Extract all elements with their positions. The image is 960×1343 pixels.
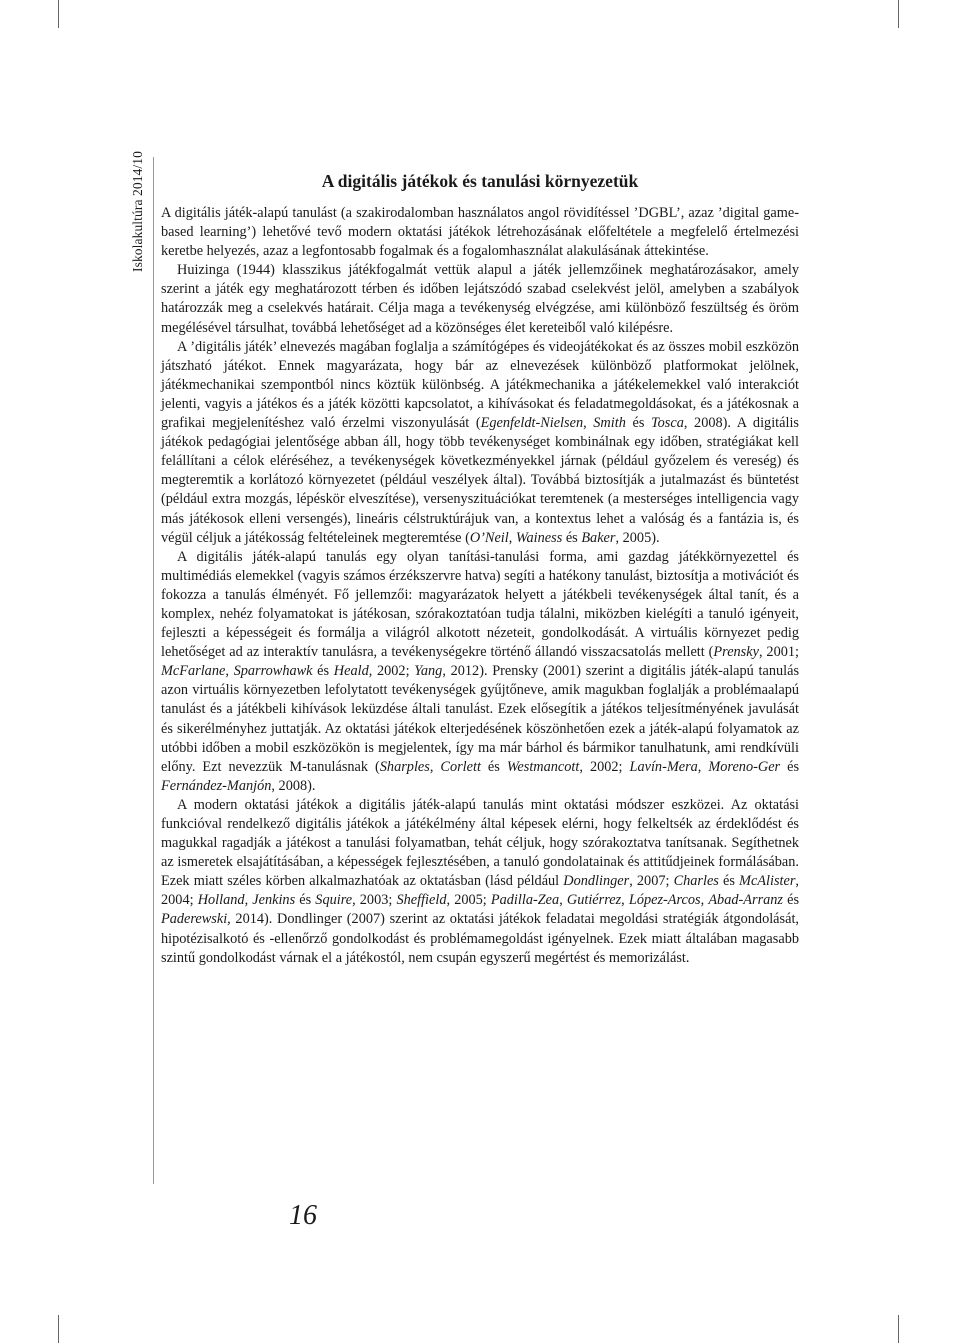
citation-name: Yang: [414, 663, 443, 680]
citation-name: Dondlinger: [563, 873, 630, 890]
citation-name: O’Neil: [469, 529, 509, 546]
citation-name: Corlett: [440, 758, 481, 775]
citation-name: Westmancott: [506, 758, 580, 775]
running-head-text: Iskolakultúra 2014/10: [130, 151, 145, 272]
crop-mark-bottom-right: [898, 1315, 899, 1343]
citation-name: McAlister: [739, 873, 796, 890]
citation-name: Heald: [333, 663, 369, 680]
crop-mark-bottom-left: [58, 1315, 59, 1343]
paragraph-4: A digitális játék-alapú tanulás egy olyan tanítási-tanulási forma, ami gazdag játékkörnyezettel és multimédiás elemekkel (vagyis számos érzékszervre hatva) segíti a hatékony tanulást, biztosítja a motivációt és fokozza a tanulás élményét. Fő jellemzői: magyarázatok helyett a játékbeli tevékenységek által tanít, és a komplex, nehéz folyamatokat is játékosan, szórakoztatóan tudja tálalni, miközben kielégíti a tanuló igényeit, fejleszti a képességeit és formálja a világról alkotott nézeteit, gondolkodását. A virtuális környezet pedig lehetőséget ad az interaktív tanulásra, a tevékenységekre történő állandó visszacsatolás mellett (Prensky, 2001; McFarlane, Sparrowhawk és Heald, 2002; Yang, 2012). Prensky (2001) szerint a digitális játék-alapú tanulás azon virtuális környezetben lefolytatott tevékenységek gyűjtőneve, amik magukban foglalják a problémaalapú tanulást és a játékbeli kihívások leküzdése általi tanulást. Ezek elősegítik a játékos teljesítményének javulását és sikerélményhez juttatják. Az oktatási játékok elterjedésének köszönhetően ezek a játék-alapú folyamatok az utóbbi időben a mobil eszközökön is megjelentek, így ma már bárhol és bármikor tanulhatunk, ami rendkívüli előny. Ezt nevezzük M-tanulásnak (Sharples, Corlett és Westmancott, 2002; Lavín-Mera, Moreno-Ger és Fernández-Manjón, 2008).: [161, 548, 800, 794]
citation-name: Abad-Arranz: [708, 892, 783, 909]
citation-name: Charles: [673, 873, 719, 890]
citation-name: Jenkins: [252, 892, 296, 909]
crop-mark-top-right: [898, 0, 899, 28]
paragraph-5: A modern oktatási játékok a digitális játék-alapú tanulás mint oktatási módszer eszközei. Az oktatási funkcióval rendelkező digitális játékok a játékélmény által képesek elérni, hogy felkeltsék az érdeklődést és magukkal ragadják a játékost a tanulási folyamatban, tehát céljuk, hogy szórakoztatva tanítsanak. Segíthetnek az ismeretek elsajátításában, a képességek fejlesztésében, a tanuló gondolatainak és attitűdjeinek formálásában. Ezek miatt széles körben alkalmazhatóak az oktatásban (lásd például Dondlinger, 2007; Charles és McAlister, 2004; Holland, Jenkins és Squire, 2003; Sheffield, 2005; Padilla-Zea, Gutiérrez, López-Arcos, Abad-Arranz és Paderewski, 2014). Dondlinger (2007) szerint az oktatási játékok feladatai megoldási stratégiák átgondolását, hipotézisalkotó és -ellenőrző gondolkodást és problémamegoldást igényelnek. Ezek miatt általában magasabb szintű gondolkodást várnak el a játékostól, nem csupán egyszerű megértést és memorizálást.: [161, 796, 800, 966]
paragraph-2: Huizinga (1944) klasszikus játékfogalmát vettük alapul a játék jellemzőinek meghatározásakor, amely szerint a játék egy meghatározott térben és időben lejátszódó szabad cselekvést jelöl, amelyben a szabályok határozzák meg a cselekvés határait. Célja maga a tevékenység elvégzése, ami különböző feszültség és öröm megélésével társulhat, továbbá lehetőséget ad a közönséges élet kereteiből való kilépésre.: [161, 262, 799, 336]
article-body: [161, 170, 799, 968]
citation-name: López-Arcos: [628, 892, 701, 909]
citation-name: Sparrowhawk: [233, 663, 313, 680]
page-number: 16: [289, 1200, 317, 1231]
citation-name: Moreno-Ger: [708, 758, 781, 775]
citation-name: Wainess: [515, 529, 563, 546]
citation-name: Paderewski: [161, 911, 228, 928]
citation-name: Gutiérrez: [566, 892, 622, 909]
citation-name: Tosca: [651, 415, 684, 432]
paragraph-3: A ’digitális játék’ elnevezés magában foglalja a számítógépes és videojátékokat és az összes mobil eszközön játszható játékot. Ennek magyarázata, hogy bár az elnevezések különböző platformokat jelölnek, játékmechanikai szempontból nincs köztük különbség. A játékmechanika a játékelemekkel való interakciót jelenti, vagyis a játékos és a játék közötti kapcsolatot, a kihívásokat és feladatmegoldásokat, és a játékosnak a grafikai megjelenítéshez való érzelmi viszonyulását (Egenfeldt-Nielsen, Smith és Tosca, 2008). A digitális játékok pedagógiai jelentősége abban áll, hogy több tevékenységet kombinálnak egy időben, stratégiákat kell felállítani a célok eléréséhez, a tevékenységek következményekkel járnak (például győzelem és vereség) és megteremtik a korlátozó környezetet (például veszélyek által). Továbbá biztosítják a jutalmazást és büntetést (például extra mozgás, lépéskör elveszítése), versenyszituációkat teremtenek (a mesterséges intelligencia vagy más játékosok elleni versengés), lineáris célstruktúrájuk van, a kontextus lehet a valóság és a fantázia is, és végül céljuk a játékosság feltételeinek megteremtése (O’Neil, Wainess és Baker, 2005).: [161, 338, 800, 546]
crop-mark-top-left: [58, 0, 59, 28]
citation-name: Baker: [581, 529, 616, 546]
citation-name: Holland: [197, 892, 245, 909]
article-title: A digitális játékok és tanulási környezetük: [321, 171, 639, 191]
citation-name: Sharples: [379, 758, 430, 775]
citation-name: Sheffield: [396, 892, 447, 909]
paragraph-1: A digitális játék-alapú tanulást (a szakirodalomban használatos angol rövidítéssel ’DGBL’, azaz ’digital game-based learning’) lehetővé tevő modern oktatási játékok létrehozásának előfeltétele a megfelelő értelmezési keretbe helyezés, azaz a legfontosabb fogalmak és a fogalomhasználat alakulásának áttekintése.: [161, 205, 799, 260]
citation-name: Padilla-Zea: [490, 892, 560, 909]
citation-name: Lavín-Mera: [629, 758, 698, 775]
citation-name: Fernández-Manjón: [161, 777, 272, 794]
citation-name: Smith: [593, 415, 626, 432]
margin-rule: [153, 157, 154, 1184]
citation-name: McFarlane: [161, 663, 226, 680]
citation-name: Egenfeldt-Nielsen: [480, 415, 584, 432]
citation-name: Squire: [315, 892, 353, 909]
citation-name: Prensky: [713, 644, 759, 661]
